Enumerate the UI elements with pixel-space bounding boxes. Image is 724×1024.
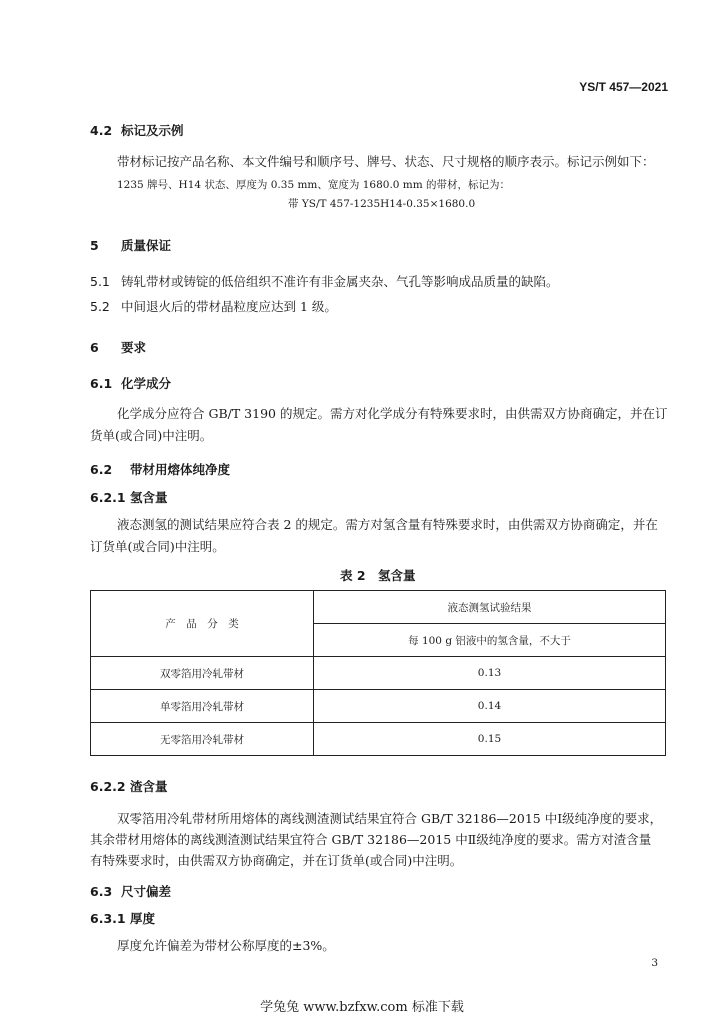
section-number: 4.2 [90,123,113,138]
section-6-2-heading [90,460,230,478]
table-row [91,690,666,723]
section-title: 质量保证 [121,238,172,253]
section-6-3-1-heading [90,909,155,927]
footer-watermark: 学兔兔 www.bzfxw.com 标准下载 [260,1000,464,1015]
column-header-category: 产 品 分 类 [91,591,314,657]
section-4-2-heading [90,121,184,139]
table-cell-value: 0.14 [314,690,666,723]
column-subheader: 每 100 g 铝液中的氢含量，不大于 [314,624,666,657]
hydrogen-content-table [90,590,666,756]
paragraph: 厚度允许偏差为带材公称厚度的±3%。 [117,938,335,953]
section-6-heading [90,338,146,356]
page-number: 3 [651,957,658,969]
section-6-3-heading [90,882,171,900]
section-title: 氢含量 [130,490,168,505]
paragraph-line: 订货单(或合同)中注明。 [90,539,225,554]
section-6-2-1-heading [90,488,168,506]
table-row [91,723,666,756]
paragraph-line: 货单(或合同)中注明。 [90,428,213,443]
section-title: 化学成分 [121,376,172,391]
clause-5-2 [90,297,337,316]
marking-example-text: 1235 牌号、H14 状态、厚度为 0.35 mm、宽度为 1680.0 mm 的带材，标记为： [117,179,511,191]
paragraph-line: 有特殊要求时，由供需双方协商确定，并在订货单(或合同)中注明。 [90,853,463,868]
section-number: 6.2.2 [90,779,126,794]
column-header-result: 液态测氢试验结果 [314,591,666,624]
section-5-heading [90,236,171,254]
table-header-row [91,591,666,624]
table-caption: 表 2 氢含量 [340,568,416,583]
paragraph-line: 液态测氢的测试结果应符合表 2 的规定。需方对氢含量有特殊要求时，由供需双方协商确定，并在 [117,517,658,532]
clause-number: 5.1 [90,274,110,289]
table-cell-category: 无零箔用冷轧带材 [91,723,314,756]
section-number: 6.2.1 [90,490,126,505]
section-title: 带材用熔体纯净度 [130,462,231,477]
section-number: 6.2 [90,462,113,477]
section-title: 尺寸偏差 [121,884,172,899]
section-title: 标记及示例 [121,123,184,138]
section-6-2-2-heading [90,777,168,795]
clause-text: 铸轧带材或铸锭的低倍组织不准许有非金属夹杂、气孔等影响成品质量的缺陷。 [121,274,559,289]
section-number: 5 [90,238,99,253]
document-code: YS/T 457—2021 [579,80,668,94]
section-6-1-heading [90,374,171,392]
table-cell-category: 单零箔用冷轧带材 [91,690,314,723]
paragraph-line: 双零箔用冷轧带材所用熔体的离线测渣测试结果宜符合 GB/T 32186—2015 中Ⅰ级纯净度的要求， [117,811,663,826]
table-cell-category: 双零箔用冷轧带材 [91,657,314,690]
paragraph: 带材标记按产品名称、本文件编号和顺序号、牌号、状态、尺寸规格的顺序表示。标记示例如下： [117,154,655,169]
section-number: 6 [90,340,99,355]
section-title: 厚度 [130,911,156,926]
paragraph-line: 其余带材用熔体的离线测渣测试结果宜符合 GB/T 32186—2015 中Ⅱ级纯净度的要求。需方对渣含量 [90,832,652,847]
table-cell-value: 0.13 [314,657,666,690]
clause-5-1 [90,272,559,291]
section-number: 6.1 [90,376,113,391]
table-row [91,657,666,690]
marking-example: 带 YS/T 457-1235H14-0.35×1680.0 [288,198,476,210]
paragraph-line: 化学成分应符合 GB/T 3190 的规定。需方对化学成分有特殊要求时，由供需双方协商确定，并在订 [117,406,668,421]
table-cell-value: 0.15 [314,723,666,756]
clause-number: 5.2 [90,299,110,314]
section-number: 6.3 [90,884,113,899]
section-title: 渣含量 [130,779,168,794]
clause-text: 中间退火后的带材晶粒度应达到 1 级。 [121,299,337,314]
section-number: 6.3.1 [90,911,126,926]
section-title: 要求 [121,340,147,355]
